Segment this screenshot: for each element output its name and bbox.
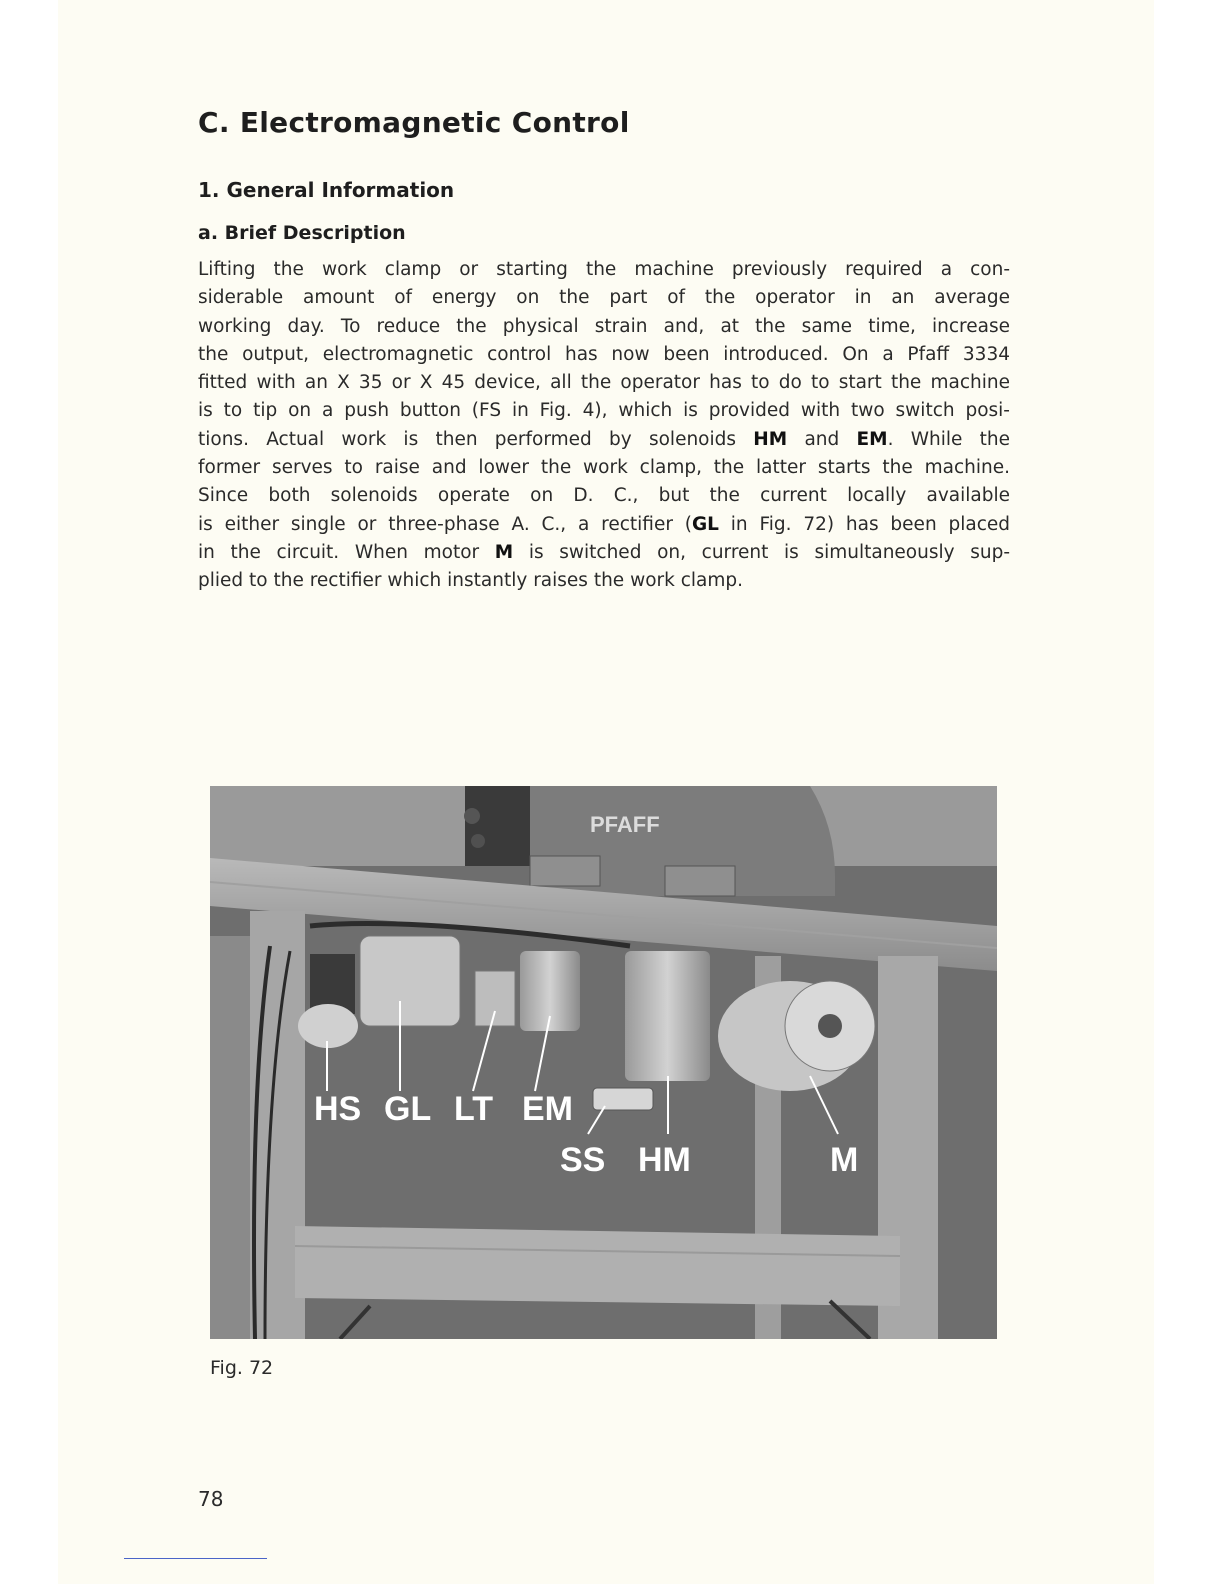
subsection-title: 1. General Information bbox=[198, 178, 455, 202]
page-number: 78 bbox=[198, 1487, 224, 1511]
paragraph-line: is to tip on a push button (FS in Fig. 4), which is provided with two switch posi- bbox=[198, 400, 1010, 422]
plant bbox=[465, 786, 530, 866]
section-title: C. Electromagnetic Control bbox=[198, 106, 630, 139]
paragraph-line: plied to the rectifier which instantly raises the work clamp. bbox=[198, 570, 744, 592]
brand-label: PFAFF bbox=[590, 812, 660, 837]
paragraph-line: former serves to raise and lower the work clamp, the latter starts the machine. bbox=[198, 457, 1010, 479]
hm-solenoid bbox=[625, 951, 710, 1081]
bottom-rail bbox=[295, 1226, 900, 1306]
ss-switch bbox=[593, 1088, 653, 1110]
paragraph-line: fitted with an X 35 or X 45 device, all the operator has to do to start the machine bbox=[198, 372, 1010, 394]
label-m: M bbox=[830, 1141, 859, 1179]
subsubsection-title: a. Brief Description bbox=[198, 222, 406, 244]
lt-unit bbox=[475, 971, 515, 1026]
label-hm: HM bbox=[638, 1141, 691, 1179]
label-gl: GL bbox=[384, 1090, 432, 1128]
paragraph-line: working day. To reduce the physical strain and, at the same time, increase bbox=[198, 315, 1010, 337]
gl-rectifier bbox=[360, 936, 460, 1026]
paragraph-line: the output, electromagnetic control has now been introduced. On a Pfaff 3334 bbox=[198, 343, 1010, 365]
paragraph-line: in the circuit. When motor M is switched on, current is simultaneously sup- bbox=[198, 541, 1011, 563]
paragraph-line: Lifting the work clamp or starting the machine previously required a con- bbox=[198, 259, 1010, 280]
figure-caption: Fig. 72 bbox=[210, 1357, 274, 1379]
label-em: EM bbox=[522, 1090, 573, 1128]
paragraph-line: siderable amount of energy on the part of the operator in an average bbox=[198, 287, 1010, 309]
label-hs: HS bbox=[314, 1090, 362, 1128]
figure-72-photo bbox=[210, 786, 997, 1339]
body-paragraph bbox=[198, 256, 1010, 596]
footer-rule bbox=[124, 1558, 267, 1559]
label-lt: LT bbox=[454, 1090, 494, 1128]
paragraph-line: tions. Actual work is then performed by solenoids HM and EM. While the bbox=[198, 428, 1010, 450]
label-ss: SS bbox=[560, 1141, 606, 1179]
paragraph-line: Since both solenoids operate on D. C., but the current locally available bbox=[198, 485, 1010, 507]
paragraph-line: is either single or three-phase A. C., a rectifier (GL in Fig. 72) has been placed bbox=[198, 513, 1010, 535]
